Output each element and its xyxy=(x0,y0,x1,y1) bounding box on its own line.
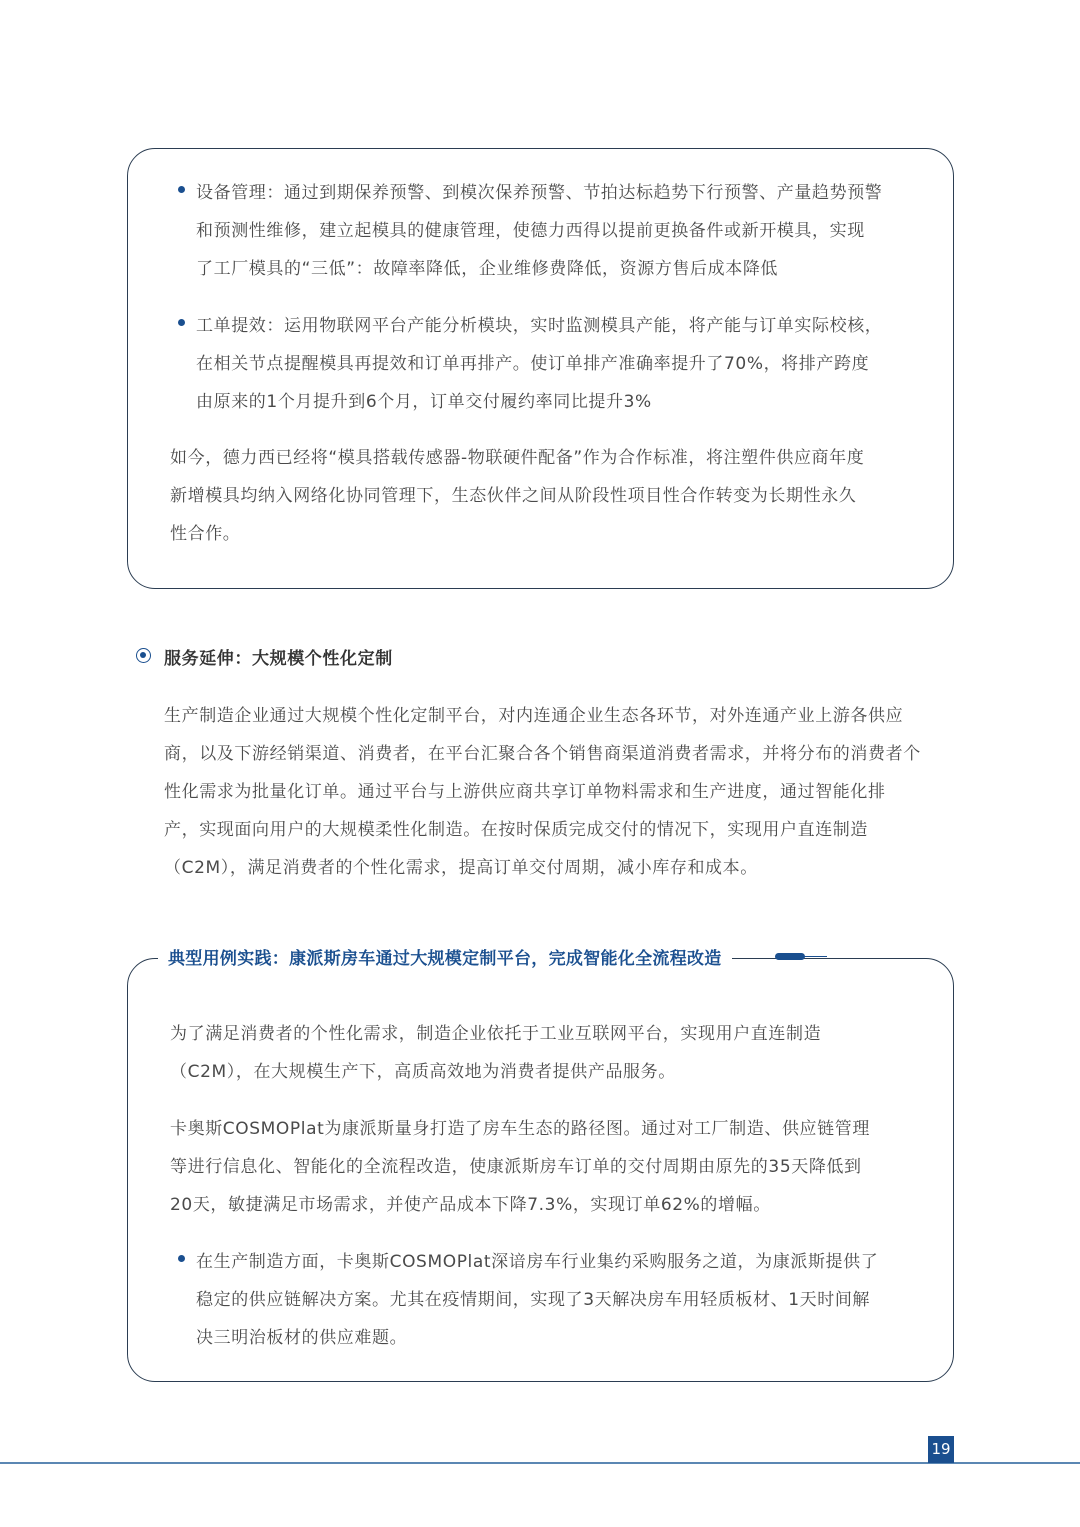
bullet-dot-icon xyxy=(178,1255,185,1262)
page-number: 19 xyxy=(928,1436,954,1463)
case-bullet-line-3: 决三明治板材的供应难题。 xyxy=(196,1328,408,1348)
section-paragraph-line-3: 性化需求为批量化订单。通过平台与上游供应商共享订单物料需求和生产进度，通过智能化排 xyxy=(164,782,886,802)
box1-paragraph-line-1: 如今，德力西已经将“模具搭载传感器-物联硬件配备”作为合作标准，将注塑件供应商年度 xyxy=(170,448,865,468)
case-para2-line-3: 20天，敏捷满足市场需求，并使产品成本下降7.3%，实现订单62%的增幅。 xyxy=(170,1195,771,1215)
case-para2-line-1: 卡奥斯COSMOPlat为康派斯量身打造了房车生态的路径图。通过对工厂制造、供应链管理 xyxy=(170,1119,870,1139)
case-bullet-line-2: 稳定的供应链解决方案。尤其在疫情期间，实现了3天解决房车用轻质板材、1天时间解 xyxy=(196,1290,871,1310)
section-paragraph-line-2: 商，以及下游经销渠道、消费者，在平台汇聚合各个销售商渠道消费者需求，并将分布的消费者个 xyxy=(164,744,921,764)
bullet-dot-icon xyxy=(178,319,185,326)
case-study-title: 典型用例实践：康派斯房车通过大规模定制平台，完成智能化全流程改造 xyxy=(158,944,732,969)
bullet-1-line-2: 和预测性维修，建立起模具的健康管理，使德力西得以提前更换备件或新开模具，实现 xyxy=(196,221,865,241)
title-dash-decoration xyxy=(775,953,805,960)
section-paragraph-line-5: （C2M），满足消费者的个性化需求，提高订单交付周期，减小库存和成本。 xyxy=(164,858,758,878)
bullet-2-line-3: 由原来的1个月提升到6个月，订单交付履约率同比提升3% xyxy=(196,392,652,412)
section-title: 服务延伸：大规模个性化定制 xyxy=(164,649,393,669)
case-para2-line-2: 等进行信息化、智能化的全流程改造，使康派斯房车订单的交付周期由原先的35天降低到 xyxy=(170,1157,862,1177)
title-dash-line xyxy=(803,956,827,957)
case-bullet-line-1: 在生产制造方面，卡奥斯COSMOPlat深谙房车行业集约采购服务之道，为康派斯提供了 xyxy=(196,1252,879,1272)
section-paragraph-line-4: 产，实现面向用户的大规模柔性化制造。在按时保质完成交付的情况下，实现用户直连制造 xyxy=(164,820,868,840)
case-para1-line-2: （C2M），在大规模生产下，高质高效地为消费者提供产品服务。 xyxy=(170,1062,676,1082)
bullet-1-line-3: 了工厂模具的“三低”：故障率降低，企业维修费降低，资源方售后成本降低 xyxy=(196,259,779,279)
case-para1-line-1: 为了满足消费者的个性化需求，制造企业依托于工业互联网平台，实现用户直连制造 xyxy=(170,1024,822,1044)
bullet-2-line-2: 在相关节点提醒模具再提效和订单再排产。使订单排产准确率提升了70%，将排产跨度 xyxy=(196,354,870,374)
box1-paragraph-line-2: 新增模具均纳入网络化协同管理下，生态伙伴之间从阶段性项目性合作转变为长期性永久 xyxy=(170,486,857,506)
section-paragraph-line-1: 生产制造企业通过大规模个性化定制平台，对内连通企业生态各环节，对外连通产业上游各供应 xyxy=(164,706,904,726)
footer-rule xyxy=(0,1462,1080,1464)
box1-paragraph-line-3: 性合作。 xyxy=(170,524,241,544)
target-circle-icon xyxy=(136,648,151,663)
bullet-2-line-1: 工单提效：运用物联网平台产能分析模块，实时监测模具产能，将产能与订单实际校核， xyxy=(196,316,883,336)
bullet-dot-icon xyxy=(178,186,185,193)
bullet-1-line-1: 设备管理：通过到期保养预警、到模次保养预警、节拍达标趋势下行预警、产量趋势预警 xyxy=(196,183,883,203)
